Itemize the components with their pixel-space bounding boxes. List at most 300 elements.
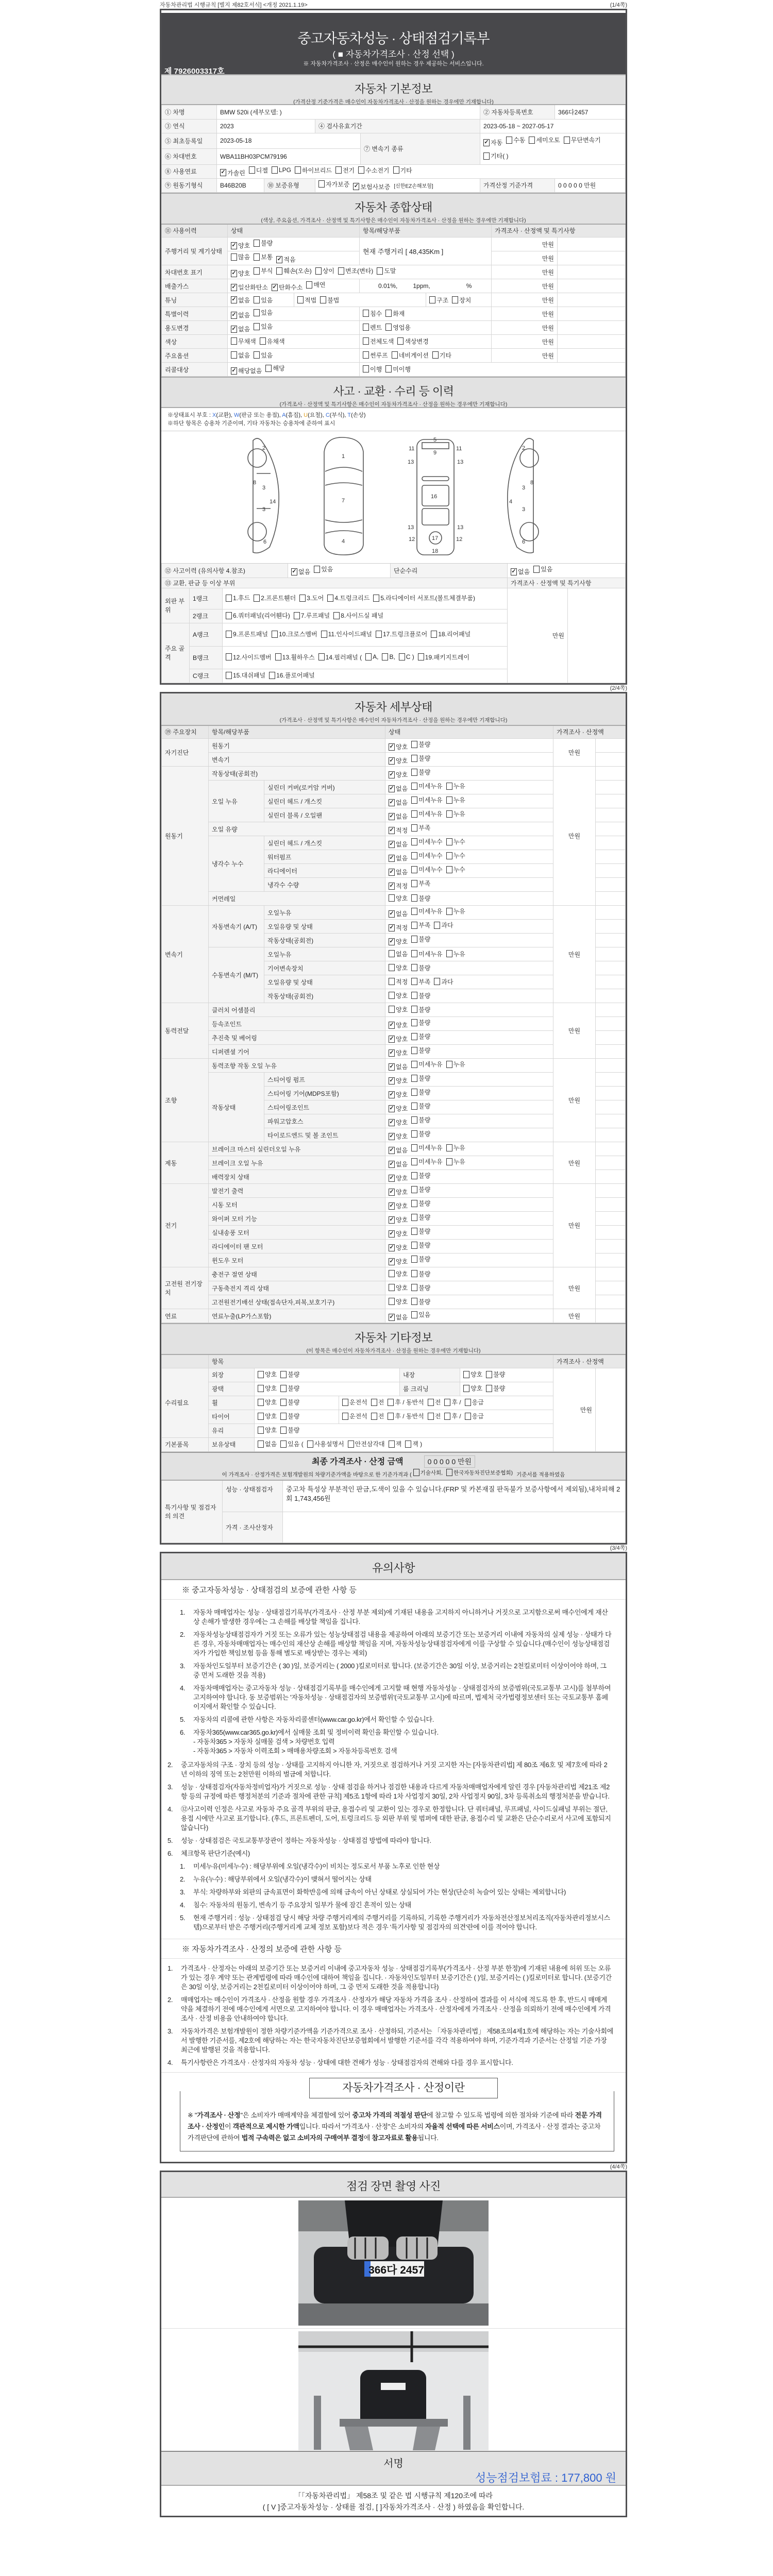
checked-box-icon[interactable]: ✓ [231, 325, 237, 332]
checkbox-icon[interactable] [254, 240, 260, 247]
checked-box-icon[interactable]: ✓ [389, 1244, 394, 1250]
checkbox-icon[interactable] [411, 1033, 417, 1040]
checkbox-option[interactable] [483, 136, 502, 149]
checkbox-option[interactable] [411, 768, 430, 776]
checkbox-icon[interactable] [258, 1399, 264, 1406]
checkbox-icon[interactable] [338, 267, 344, 275]
checkbox-option[interactable] [446, 851, 465, 860]
checked-box-icon[interactable]: ✓ [389, 910, 394, 917]
checkbox-icon[interactable] [411, 1089, 417, 1096]
checkbox-option[interactable] [446, 865, 465, 874]
checkbox-icon[interactable] [411, 755, 417, 762]
checked-box-icon[interactable]: ✓ [292, 568, 297, 574]
checked-box-icon[interactable]: ✓ [389, 743, 394, 750]
checkbox-option[interactable] [483, 149, 509, 163]
checkbox-icon[interactable] [226, 631, 232, 638]
price-note[interactable] [568, 588, 626, 683]
checkbox-option[interactable] [411, 1297, 430, 1306]
checkbox-option[interactable] [393, 166, 412, 175]
checkbox-icon[interactable] [231, 337, 237, 345]
checkbox-option[interactable] [226, 630, 268, 638]
checkbox-option[interactable] [405, 1439, 422, 1448]
checkbox-option[interactable] [446, 1060, 465, 1069]
checkbox-option[interactable] [389, 1104, 408, 1113]
checkbox-icon[interactable] [382, 653, 388, 660]
checkbox-option[interactable] [389, 1188, 408, 1196]
checkbox-icon[interactable] [314, 566, 320, 573]
checkbox-option[interactable] [335, 166, 355, 175]
checkbox-option[interactable] [389, 826, 408, 835]
price-note[interactable] [558, 335, 626, 349]
checkbox-option[interactable] [385, 323, 411, 332]
checkbox-option[interactable] [258, 1370, 277, 1379]
price-note[interactable] [558, 265, 626, 279]
checkbox-option[interactable] [280, 1370, 299, 1379]
checkbox-icon[interactable] [388, 1413, 394, 1420]
checkbox-option[interactable] [411, 1005, 430, 1014]
checkbox-option[interactable] [342, 1412, 367, 1420]
checkbox-option[interactable] [306, 280, 325, 289]
checkbox-option[interactable] [389, 923, 408, 932]
checked-box-icon[interactable]: ✓ [354, 183, 359, 189]
checkbox-option[interactable] [272, 283, 303, 292]
checkbox-option[interactable] [413, 1469, 443, 1477]
price-note[interactable] [558, 349, 626, 363]
checkbox-icon[interactable] [320, 296, 326, 303]
checkbox-icon[interactable] [231, 351, 237, 359]
checkbox-icon[interactable] [280, 1399, 287, 1406]
checkbox-option[interactable] [428, 1412, 441, 1420]
checkbox-option[interactable] [389, 1257, 408, 1266]
checkbox-option[interactable] [254, 351, 273, 360]
checkbox-option[interactable] [371, 1412, 384, 1420]
checkbox-option[interactable] [363, 365, 382, 374]
checkbox-icon[interactable] [295, 166, 301, 174]
checkbox-option[interactable] [397, 337, 428, 346]
checkbox-icon[interactable] [411, 769, 417, 776]
checkbox-option[interactable] [318, 180, 349, 189]
checkbox-option[interactable] [389, 1090, 408, 1099]
checkbox-icon[interactable] [385, 310, 392, 317]
checked-box-icon[interactable]: ✓ [389, 757, 394, 764]
checkbox-option[interactable] [258, 1398, 277, 1406]
checkbox-icon[interactable] [371, 1413, 377, 1420]
checkbox-option[interactable] [389, 770, 408, 779]
checkbox-option[interactable] [411, 907, 442, 916]
price-note[interactable] [596, 1156, 626, 1170]
checkbox-icon[interactable] [258, 1413, 264, 1420]
checkbox-icon[interactable] [254, 267, 260, 275]
checkbox-option[interactable] [280, 1439, 304, 1448]
checkbox-option[interactable] [399, 653, 414, 660]
price-note[interactable] [596, 781, 626, 794]
checkbox-icon[interactable] [411, 1061, 417, 1068]
price-note[interactable] [596, 1073, 626, 1087]
checked-box-icon[interactable]: ✓ [389, 1160, 394, 1167]
checkbox-option[interactable] [389, 1160, 408, 1168]
checkbox-option[interactable] [254, 266, 273, 275]
checkbox-icon[interactable] [272, 631, 278, 638]
checkbox-option[interactable] [389, 1035, 408, 1043]
checkbox-icon[interactable] [306, 281, 312, 289]
checkbox-option[interactable] [434, 977, 453, 986]
checkbox-option[interactable] [486, 1384, 505, 1393]
checkbox-option[interactable] [511, 567, 530, 576]
checkbox-option[interactable] [411, 1310, 430, 1319]
price-note[interactable] [596, 934, 626, 947]
checkbox-option[interactable] [231, 366, 262, 375]
checked-box-icon[interactable]: ✓ [231, 269, 237, 276]
checkbox-icon[interactable] [389, 1284, 395, 1291]
checked-box-icon[interactable]: ✓ [389, 785, 394, 791]
checkbox-icon[interactable] [363, 337, 369, 345]
checkbox-icon[interactable] [226, 672, 232, 679]
checkbox-option[interactable] [389, 1297, 408, 1306]
checkbox-option[interactable] [446, 837, 465, 846]
checkbox-icon[interactable] [444, 1413, 450, 1420]
checkbox-icon[interactable] [446, 908, 452, 915]
checkbox-option[interactable] [389, 1215, 408, 1224]
checkbox-option[interactable] [529, 133, 560, 147]
checkbox-option[interactable] [446, 1469, 513, 1477]
checkbox-option[interactable] [446, 1157, 465, 1166]
checkbox-option[interactable] [333, 611, 383, 620]
checkbox-option[interactable] [363, 323, 382, 332]
checkbox-icon[interactable] [411, 908, 417, 915]
checkbox-option[interactable] [463, 1384, 482, 1393]
checkbox-option[interactable] [315, 266, 334, 275]
checkbox-option[interactable] [376, 630, 427, 638]
price-note[interactable] [596, 1031, 626, 1045]
checkbox-option[interactable] [411, 865, 442, 874]
checkbox-icon[interactable] [276, 267, 282, 275]
checkbox-icon[interactable] [411, 741, 417, 748]
checkbox-option[interactable] [411, 921, 430, 929]
checkbox-option[interactable] [231, 351, 250, 360]
checkbox-icon[interactable] [418, 653, 424, 660]
checkbox-option[interactable] [411, 1060, 442, 1069]
checkbox-icon[interactable] [411, 1130, 417, 1138]
checkbox-option[interactable] [254, 239, 273, 247]
checkbox-option[interactable] [389, 1146, 408, 1155]
checkbox-option[interactable] [272, 630, 317, 638]
checkbox-icon[interactable] [446, 950, 452, 957]
checkbox-icon[interactable] [254, 296, 260, 303]
checkbox-icon[interactable] [365, 653, 372, 660]
checkbox-option[interactable] [389, 1269, 408, 1278]
checkbox-icon[interactable] [446, 1469, 452, 1476]
checkbox-option[interactable] [299, 594, 324, 602]
checkbox-option[interactable] [411, 1283, 430, 1292]
checkbox-icon[interactable] [486, 1371, 492, 1378]
checkbox-icon[interactable] [226, 612, 232, 619]
checkbox-option[interactable] [389, 798, 408, 807]
checkbox-icon[interactable] [335, 166, 342, 174]
checkbox-option[interactable] [389, 1005, 408, 1014]
checkbox-icon[interactable] [411, 964, 417, 971]
checkbox-option[interactable] [294, 611, 330, 620]
checked-box-icon[interactable]: ✓ [231, 242, 237, 248]
checkbox-icon[interactable] [405, 1440, 411, 1448]
checkbox-icon[interactable] [249, 166, 255, 174]
checkbox-icon[interactable] [280, 1427, 287, 1434]
checkbox-option[interactable] [258, 1439, 277, 1448]
checkbox-option[interactable] [434, 921, 453, 929]
checkbox-option[interactable] [411, 991, 430, 1000]
price-note[interactable] [596, 1142, 626, 1156]
checkbox-option[interactable] [411, 1088, 430, 1096]
checkbox-icon[interactable] [254, 595, 260, 602]
checkbox-option[interactable] [411, 1199, 430, 1208]
checked-box-icon[interactable]: ✓ [389, 826, 394, 833]
checkbox-option[interactable] [295, 166, 332, 175]
checkbox-option[interactable] [389, 756, 408, 765]
checkbox-icon[interactable] [411, 1200, 417, 1207]
checkbox-icon[interactable] [318, 180, 325, 188]
price-note[interactable] [596, 1198, 626, 1212]
checkbox-option[interactable] [392, 351, 429, 360]
checkbox-option[interactable] [280, 1398, 299, 1406]
checkbox-option[interactable] [411, 754, 430, 762]
checkbox-icon[interactable] [411, 1228, 417, 1235]
checkbox-icon[interactable] [269, 672, 275, 679]
checkbox-icon[interactable] [265, 365, 272, 372]
price-note[interactable] [596, 1267, 626, 1281]
checkbox-icon[interactable] [411, 1270, 417, 1277]
price-note[interactable] [596, 975, 626, 989]
checkbox-option[interactable] [353, 182, 390, 191]
price-note[interactable] [596, 906, 626, 920]
checkbox-icon[interactable] [389, 950, 395, 957]
checkbox-option[interactable] [389, 937, 408, 946]
checkbox-option[interactable] [358, 166, 389, 175]
checkbox-option[interactable] [389, 1132, 408, 1141]
checkbox-icon[interactable] [389, 894, 395, 902]
checkbox-option[interactable] [411, 935, 430, 943]
checkbox-icon[interactable] [411, 1172, 417, 1179]
checked-box-icon[interactable]: ✓ [389, 1258, 394, 1264]
checkbox-option[interactable] [446, 907, 465, 916]
checked-box-icon[interactable]: ✓ [389, 1021, 394, 1028]
checked-box-icon[interactable]: ✓ [389, 1105, 394, 1111]
checked-box-icon[interactable]: ✓ [511, 568, 516, 574]
checkbox-icon[interactable] [411, 824, 417, 832]
checkbox-option[interactable] [432, 351, 451, 360]
checkbox-option[interactable] [231, 325, 250, 333]
checkbox-icon[interactable] [529, 137, 535, 144]
checkbox-option[interactable] [411, 851, 442, 860]
checkbox-option[interactable] [411, 977, 430, 986]
checkbox-option[interactable] [382, 653, 395, 660]
checkbox-option[interactable] [389, 840, 408, 849]
checkbox-option[interactable] [411, 1157, 442, 1166]
checkbox-option[interactable] [276, 255, 295, 264]
checkbox-option[interactable] [280, 1384, 299, 1393]
checkbox-option[interactable] [342, 1398, 367, 1406]
checkbox-option[interactable] [389, 1021, 408, 1029]
checkbox-option[interactable] [320, 296, 339, 304]
checkbox-option[interactable] [231, 252, 250, 261]
price-note[interactable] [596, 1045, 626, 1059]
checkbox-option[interactable] [373, 594, 475, 602]
checkbox-option[interactable] [389, 1062, 408, 1071]
checkbox-icon[interactable] [389, 1006, 395, 1013]
price-note[interactable] [596, 1059, 626, 1073]
price-note[interactable] [596, 794, 626, 808]
checkbox-option[interactable] [506, 133, 525, 147]
checkbox-option[interactable] [411, 1241, 430, 1249]
checked-box-icon[interactable]: ✓ [389, 1216, 394, 1223]
price-note[interactable] [558, 238, 626, 251]
checkbox-icon[interactable] [411, 1006, 417, 1013]
checkbox-option[interactable] [363, 351, 388, 360]
checkbox-icon[interactable] [463, 1385, 469, 1392]
checkbox-option[interactable] [411, 1129, 430, 1138]
checkbox-option[interactable] [389, 977, 408, 986]
checkbox-option[interactable] [258, 1412, 277, 1420]
checked-box-icon[interactable]: ✓ [389, 1035, 394, 1042]
checkbox-icon[interactable] [333, 612, 340, 619]
checkbox-option[interactable] [249, 166, 268, 175]
checkbox-icon[interactable] [411, 1284, 417, 1291]
price-note[interactable] [596, 1240, 626, 1253]
checkbox-option[interactable] [338, 266, 373, 275]
checkbox-icon[interactable] [429, 296, 435, 303]
checkbox-option[interactable] [444, 1398, 461, 1406]
checkbox-icon[interactable] [318, 653, 325, 660]
checkbox-option[interactable] [389, 854, 408, 862]
checkbox-option[interactable] [220, 168, 245, 177]
checkbox-option[interactable] [446, 782, 465, 790]
checkbox-option[interactable] [254, 322, 273, 331]
price-note[interactable] [596, 753, 626, 767]
checkbox-option[interactable] [297, 296, 316, 304]
price-note[interactable] [558, 321, 626, 335]
checkbox-icon[interactable] [452, 296, 458, 303]
price-note[interactable] [596, 1100, 626, 1114]
checkbox-icon[interactable] [446, 866, 452, 873]
checked-box-icon[interactable]: ✓ [221, 169, 226, 175]
checked-box-icon[interactable]: ✓ [389, 1132, 394, 1139]
checkbox-icon[interactable] [392, 351, 398, 359]
checkbox-option[interactable] [365, 653, 378, 660]
checkbox-option[interactable] [444, 1412, 461, 1420]
checkbox-option[interactable] [388, 1412, 424, 1420]
checked-box-icon[interactable]: ✓ [389, 840, 394, 847]
checked-box-icon[interactable]: ✓ [389, 1188, 394, 1195]
checkbox-icon[interactable] [411, 922, 417, 929]
checkbox-option[interactable] [254, 308, 273, 317]
checkbox-option[interactable] [389, 882, 408, 890]
checked-box-icon[interactable]: ✓ [389, 938, 394, 944]
checkbox-option[interactable] [411, 1227, 430, 1235]
checkbox-icon[interactable] [411, 1047, 417, 1054]
price-note[interactable] [596, 739, 626, 753]
checkbox-icon[interactable] [486, 1385, 492, 1392]
checkbox-icon[interactable] [444, 1399, 450, 1406]
price-note[interactable] [596, 1114, 626, 1128]
checkbox-option[interactable] [260, 337, 285, 346]
price-note[interactable] [558, 251, 626, 265]
checked-box-icon[interactable]: ✓ [389, 812, 394, 819]
price-note[interactable] [596, 1295, 626, 1309]
price-note[interactable] [596, 767, 626, 781]
checkbox-icon[interactable] [389, 992, 395, 999]
checkbox-icon[interactable] [446, 1158, 452, 1165]
checkbox-option[interactable] [465, 1412, 484, 1420]
checkbox-icon[interactable] [411, 1019, 417, 1026]
checkbox-option[interactable] [377, 266, 396, 275]
checked-box-icon[interactable]: ✓ [389, 1077, 394, 1083]
checkbox-option[interactable] [363, 309, 382, 318]
checked-box-icon[interactable]: ✓ [389, 1313, 394, 1320]
checkbox-icon[interactable] [411, 950, 417, 957]
checkbox-icon[interactable] [315, 267, 322, 275]
checkbox-icon[interactable] [399, 653, 405, 660]
checkbox-icon[interactable] [446, 838, 452, 845]
checkbox-option[interactable] [411, 782, 442, 790]
price-note[interactable] [558, 279, 626, 293]
checkbox-icon[interactable] [428, 1413, 434, 1420]
checkbox-icon[interactable] [231, 253, 237, 261]
checked-box-icon[interactable]: ✓ [389, 1146, 394, 1153]
checkbox-option[interactable] [389, 868, 408, 876]
checkbox-icon[interactable] [363, 310, 369, 317]
checkbox-icon[interactable] [411, 1144, 417, 1151]
checkbox-icon[interactable] [483, 152, 490, 160]
checkbox-icon[interactable] [389, 964, 395, 971]
checkbox-option[interactable] [231, 311, 250, 319]
checkbox-icon[interactable] [363, 365, 369, 372]
checkbox-icon[interactable] [506, 137, 512, 144]
checkbox-option[interactable] [411, 1143, 442, 1152]
checkbox-option[interactable] [371, 1398, 384, 1406]
checkbox-icon[interactable] [297, 296, 304, 303]
checkbox-option[interactable] [389, 963, 408, 972]
checkbox-icon[interactable] [388, 1399, 394, 1406]
checkbox-option[interactable] [280, 1412, 299, 1420]
price-note[interactable] [596, 892, 626, 906]
checked-box-icon[interactable]: ✓ [389, 868, 394, 875]
checked-box-icon[interactable]: ✓ [389, 1174, 394, 1181]
checkbox-icon[interactable] [446, 852, 452, 859]
price-note[interactable] [596, 1184, 626, 1198]
checkbox-icon[interactable] [363, 324, 369, 331]
checkbox-icon[interactable] [280, 1371, 287, 1378]
price-note[interactable] [596, 850, 626, 864]
price-note[interactable] [596, 1226, 626, 1240]
checkbox-option[interactable] [411, 1115, 430, 1124]
checkbox-icon[interactable] [299, 595, 306, 602]
checkbox-option[interactable] [318, 653, 362, 662]
price-note[interactable] [596, 1087, 626, 1100]
checkbox-option[interactable] [226, 653, 272, 662]
checked-box-icon[interactable]: ✓ [272, 283, 277, 290]
checkbox-icon[interactable] [342, 1413, 348, 1420]
checkbox-icon[interactable] [411, 796, 417, 804]
checkbox-icon[interactable] [411, 894, 417, 902]
checkbox-icon[interactable] [376, 631, 382, 638]
checkbox-option[interactable] [411, 950, 442, 958]
checkbox-icon[interactable] [393, 166, 399, 174]
checkbox-option[interactable] [388, 1398, 424, 1406]
checkbox-icon[interactable] [307, 1440, 313, 1448]
checkbox-icon[interactable] [254, 309, 260, 316]
checked-box-icon[interactable]: ✓ [389, 1202, 394, 1209]
checked-box-icon[interactable]: ✓ [389, 1118, 394, 1125]
checkbox-option[interactable] [327, 594, 369, 602]
checkbox-icon[interactable] [533, 566, 540, 573]
